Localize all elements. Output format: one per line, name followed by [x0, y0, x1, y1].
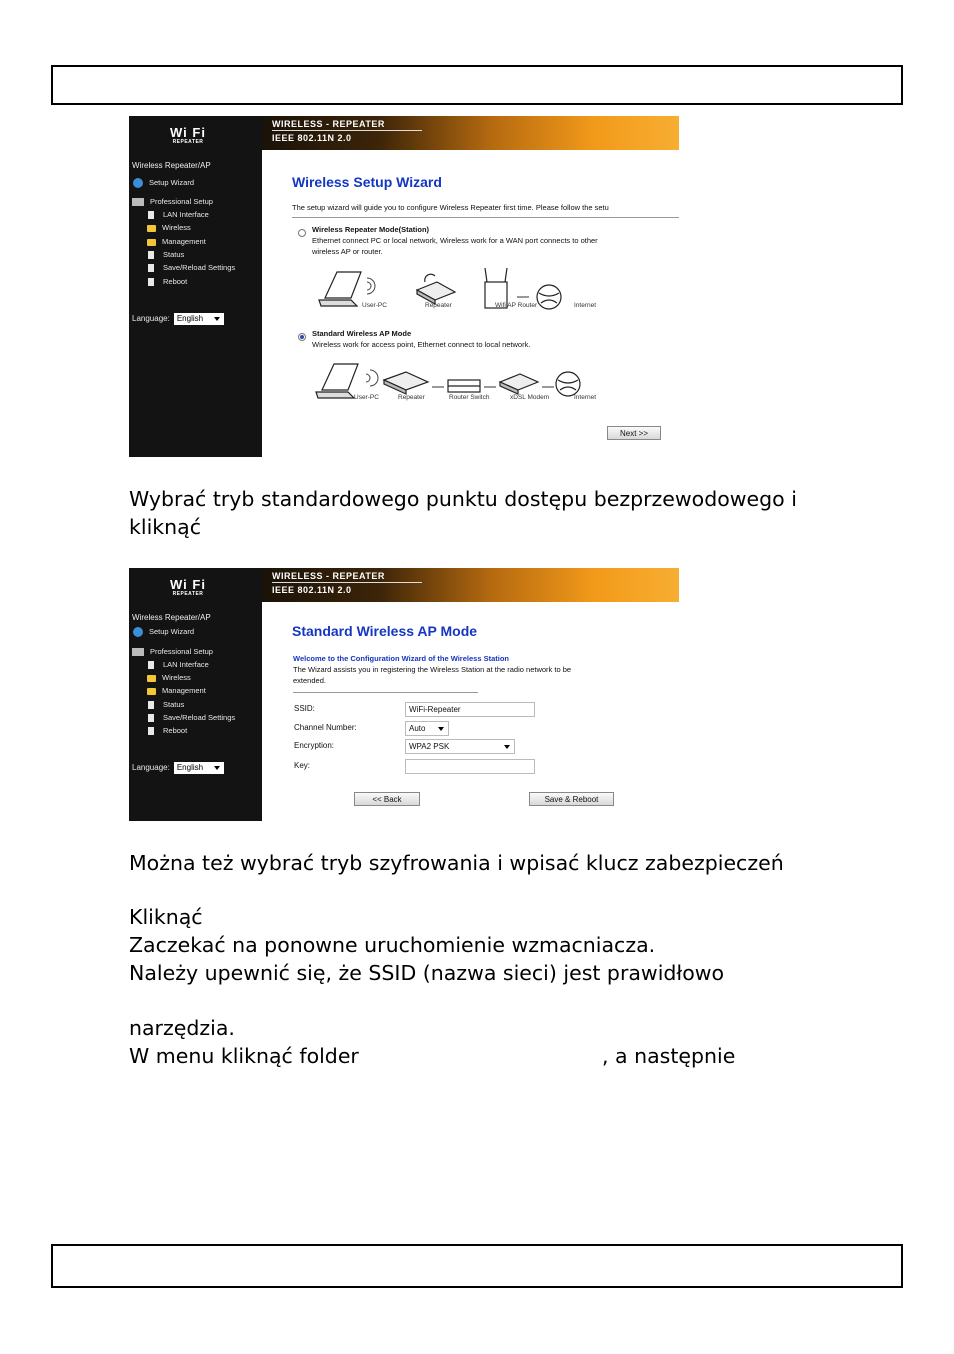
page-icon — [148, 264, 154, 272]
instruction-line: Można też wybrać tryb szyfrowania i wpisać klucz zabezpieczeń — [129, 851, 784, 875]
ap-mode-content: Standard Wireless AP Mode Welcome to the Configuration Wizard of the Wireless Station The Wizard assists you in registering the Wireless Station at the radio network to be extended. SSID: WiFi-Repeater Channel Number: Auto Encryption: WPA2 PSK Key: << Back Save & Reboot — [262, 602, 679, 821]
router-switch-icon — [448, 380, 480, 392]
ssid-label: SSID: — [294, 704, 315, 713]
instruction-line: narzędzia. — [129, 1016, 235, 1040]
language-dropdown[interactable]: English — [174, 313, 224, 325]
intro-text: The setup wizard will guide you to configure Wireless Repeater first time. Please follow the setu — [292, 203, 609, 212]
instruction-line: W menu kliknąć folder — [129, 1044, 359, 1068]
welcome-heading: Welcome to the Configuration Wizard of the Wireless Station — [293, 654, 509, 663]
folder-icon — [147, 688, 156, 695]
instruction-line: Należy upewnić się, że SSID (nazwa sieci) jest prawidłowo — [129, 961, 725, 985]
repeater-device-icon — [417, 274, 455, 304]
ap-mode-title: Standard Wireless AP Mode — [312, 329, 412, 338]
folder-icon — [147, 239, 156, 246]
nav-professional-setup[interactable]: Professional Setup — [132, 196, 213, 207]
page-icon — [148, 714, 154, 722]
page-icon — [148, 727, 154, 735]
nav-lan-interface[interactable]: LAN Interface — [147, 659, 209, 670]
nav-save-reload[interactable]: Save/Reload Settings — [147, 262, 235, 273]
sidebar — [129, 116, 262, 457]
folder-icon — [147, 225, 156, 232]
ap-mode-diagram — [312, 350, 612, 410]
nav-save-reload[interactable]: Save/Reload Settings — [147, 712, 235, 723]
setup-wizard-screenshot — [129, 116, 679, 457]
nav-status[interactable]: Status — [147, 699, 184, 710]
page-icon — [148, 701, 154, 709]
channel-label: Channel Number: — [294, 723, 357, 732]
back-button[interactable]: << Back — [354, 792, 420, 806]
instruction-line: , a następnie — [602, 1044, 736, 1068]
page-title: Wireless Setup Wizard — [292, 174, 442, 190]
encryption-label: Encryption: — [294, 741, 335, 750]
channel-select[interactable]: Auto — [405, 721, 449, 736]
modem-icon — [500, 374, 538, 394]
instruction-line: Wybrać tryb standardowego punktu dostępu bezprzewodowego i — [129, 487, 797, 511]
instruction-line: Zaczekać na ponowne uruchomienie wzmacniacza. — [129, 933, 656, 957]
nav-setup-wizard[interactable]: Setup Wizard — [133, 177, 194, 188]
ap-mode-screenshot — [129, 568, 679, 821]
nav-management[interactable]: Management — [147, 236, 206, 247]
folder-icon — [147, 675, 156, 682]
key-input[interactable] — [405, 759, 535, 774]
repeater-device-icon — [384, 372, 428, 394]
internet-globe-icon — [556, 372, 580, 396]
page-title: Standard Wireless AP Mode — [292, 623, 478, 639]
next-button[interactable]: Next >> — [607, 426, 661, 440]
key-label: Key: — [294, 761, 311, 770]
nav-title: Wireless Repeater/AP — [132, 613, 211, 622]
nav-title: Wireless Repeater/AP — [132, 161, 211, 170]
sidebar — [129, 568, 262, 821]
save-reboot-button[interactable]: Save & Reboot — [529, 792, 614, 806]
globe-icon — [133, 627, 143, 637]
laptop-icon — [319, 272, 361, 306]
wifi-logo: Wi Fi REPEATER — [170, 577, 206, 597]
repeater-mode-title: Wireless Repeater Mode(Station) — [312, 225, 430, 234]
wifi-logo: Wi Fi REPEATER — [170, 125, 206, 145]
cabinet-icon — [132, 198, 144, 206]
encryption-select[interactable]: WPA2 PSK — [405, 739, 515, 754]
page-icon — [148, 278, 154, 286]
instruction-line: kliknąć — [129, 515, 201, 539]
nav-professional-setup[interactable]: Professional Setup — [132, 646, 213, 657]
ap-mode-radio[interactable] — [298, 333, 306, 341]
nav-status[interactable]: Status — [147, 249, 184, 260]
globe-icon — [133, 178, 143, 188]
nav-management[interactable]: Management — [147, 685, 206, 696]
nav-wireless[interactable]: Wireless — [147, 222, 191, 233]
header-frame — [51, 65, 903, 105]
product-banner: WIRELESS - REPEATER IEEE 802.11N 2.0 — [262, 116, 679, 150]
language-selector[interactable]: Language: English — [132, 313, 224, 325]
page-icon — [148, 211, 154, 219]
cabinet-icon — [132, 648, 144, 656]
page-icon — [148, 661, 154, 669]
product-banner: WIRELESS - REPEATER IEEE 802.11N 2.0 — [262, 568, 679, 602]
laptop-icon — [316, 364, 358, 398]
ssid-input[interactable]: WiFi-Repeater — [405, 702, 535, 717]
instruction-line: Kliknąć — [129, 905, 203, 929]
wizard-content: Wireless Setup Wizard The setup wizard will guide you to configure Wireless Repeater first time. Please follow the setu Wireless Repeater Mode(Station) Ethernet connect PC or local network, Wireless work for a WAN port connects to other wireless AP or router. User-PC Repeater Wifi AP Router Internet Standard Wireless AP Mode Wireless work for access point, Ethernet connect to local network. User-PC Repeater Router Switch xDSL Modem Internet Next >> — [262, 150, 679, 457]
wifi-signal-icon — [367, 278, 375, 294]
nav-setup-wizard[interactable]: Setup Wizard — [133, 626, 194, 637]
internet-globe-icon — [537, 285, 561, 309]
nav-reboot[interactable]: Reboot — [147, 725, 187, 736]
language-dropdown[interactable]: English — [174, 762, 224, 774]
page-icon — [148, 251, 154, 259]
repeater-mode-radio[interactable] — [298, 229, 306, 237]
nav-wireless[interactable]: Wireless — [147, 672, 191, 683]
footer-frame — [51, 1244, 903, 1288]
nav-reboot[interactable]: Reboot — [147, 276, 187, 287]
wifi-signal-icon — [366, 370, 378, 386]
language-selector[interactable]: Language: English — [132, 762, 224, 774]
nav-lan-interface[interactable]: LAN Interface — [147, 209, 209, 220]
